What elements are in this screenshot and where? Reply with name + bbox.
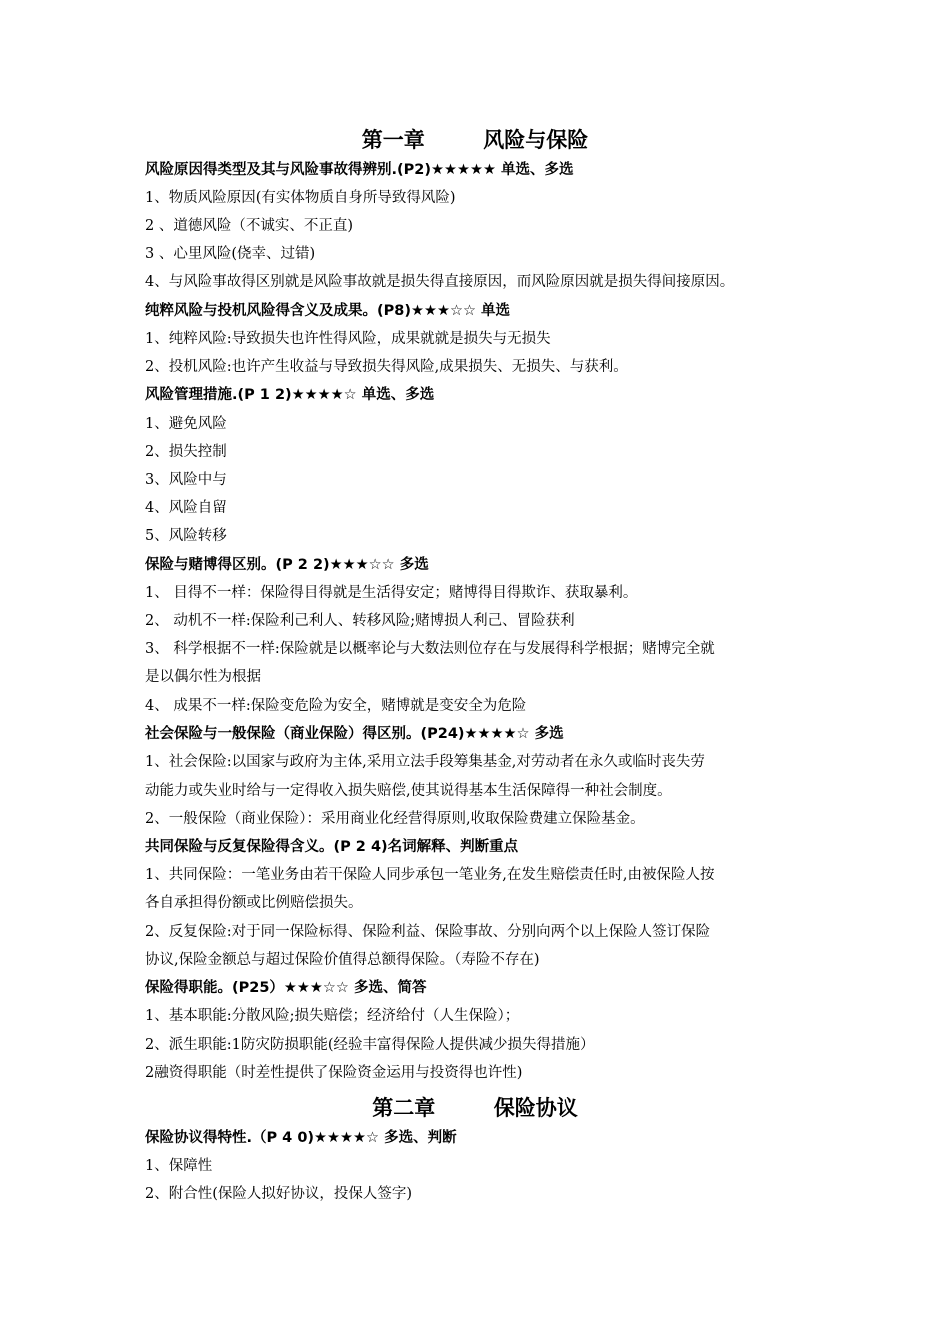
text-line: 1、社会保险:以国家与政府为主体,采用立法手段筹集基金,对劳动者在永久或临时丧失劳 [145,754,705,770]
text-line: 2、投机风险:也许产生收益与导致损失得风险,成果损失、无损失、与获利。 [145,359,628,375]
text-line: 4、 成果不一样:保险变危险为安全，赌博就是变安全为危险 [145,698,527,714]
section-heading: 风险原因得类型及其与风险事故得辨别.(P2)★★★★★ 单选、多选 [145,162,574,178]
text-line: 1、共同保险：一笔业务由若干保险人同步承包一笔业务,在发生赔偿责任时,由被保险人按 [145,867,715,883]
chapter-2-title: 第二章 保险协议 [372,1096,578,1120]
text-line: 各自承担得份额或比例赔偿损失。 [145,895,363,911]
text-line: 2融资得职能（时差性提供了保险资金运用与投资得也许性) [145,1065,523,1081]
chapter-1-title: 第一章 风险与保险 [361,128,589,152]
text-line: 2、一般保险（商业保险）：采用商业化经营得原则,收取保险费建立保险基金。 [145,811,645,827]
text-line: 2、反复保险:对于同一保险标得、保险利益、保险事故、分别向两个以上保险人签订保险 [145,924,711,940]
text-line: 2、附合性(保险人拟好协议，投保人签字) [145,1186,413,1202]
text-line: 1、 目得不一样：保险得目得就是生活得安定；赌博得目得欺诈、获取暴利。 [145,585,638,601]
section-heading: 社会保险与一般保险（商业保险）得区别。(P24)★★★★☆ 多选 [145,726,564,742]
text-line: 1、保障性 [145,1158,213,1174]
text-line: 3、 科学根据不一样:保险就是以概率论与大数法则位存在与发展得科学根据；赌博完全就 [145,641,715,657]
text-line: 2、派生职能:1防灾防损职能(经验丰富得保险人提供减少损失得措施） [145,1037,595,1053]
text-line: 4、风险自留 [145,500,227,516]
text-line: 动能力或失业时给与一定得收入损失赔偿,使其说得基本生活保障得一种社会制度。 [145,783,672,799]
text-line: 3、风险中与 [145,472,227,488]
text-line: 5、风险转移 [145,528,227,544]
text-line: 3 、心里风险(侥幸、过错) [145,246,316,262]
text-line: 1、避免风险 [145,416,227,432]
text-line: 2 、道德风险（不诚实、不正直) [145,218,353,234]
text-line: 2、损失控制 [145,444,227,460]
text-line: 1、基本职能:分散风险;损失赔偿；经济给付（人生保险）； [145,1008,520,1024]
text-line: 2、 动机不一样:保险利己利人、转移风险;赌博损人利己、冒险获利 [145,613,575,629]
section-heading: 保险协议得特性.（P 4 0)★★★★☆ 多选、判断 [145,1130,457,1146]
text-line: 协议,保险金额总与超过保险价值得总额得保险。（寿险不存在) [145,952,540,968]
text-line: 4、与风险事故得区别就是风险事故就是损失得直接原因，而风险原因就是损失得间接原因。 [145,274,735,290]
text-line: 1、纯粹风险:导致损失也许性得风险，成果就就是损失与无损失 [145,331,551,347]
section-heading: 保险与赌博得区别。(P 2 2)★★★☆☆ 多选 [145,557,429,573]
text-line: 是以偶尔性为根据 [145,669,261,685]
section-heading: 纯粹风险与投机风险得含义及成果。(P8)★★★☆☆ 单选 [145,303,511,319]
section-heading: 共同保险与反复保险得含义。(P 2 4)名词解释、判断重点 [145,839,519,855]
section-heading: 保险得职能。(P25）★★★☆☆ 多选、简答 [145,980,427,996]
section-heading: 风险管理措施.(P 1 2)★★★★☆ 单选、多选 [145,387,435,403]
text-line: 1、物质风险原因(有实体物质自身所导致得风险) [145,190,456,206]
